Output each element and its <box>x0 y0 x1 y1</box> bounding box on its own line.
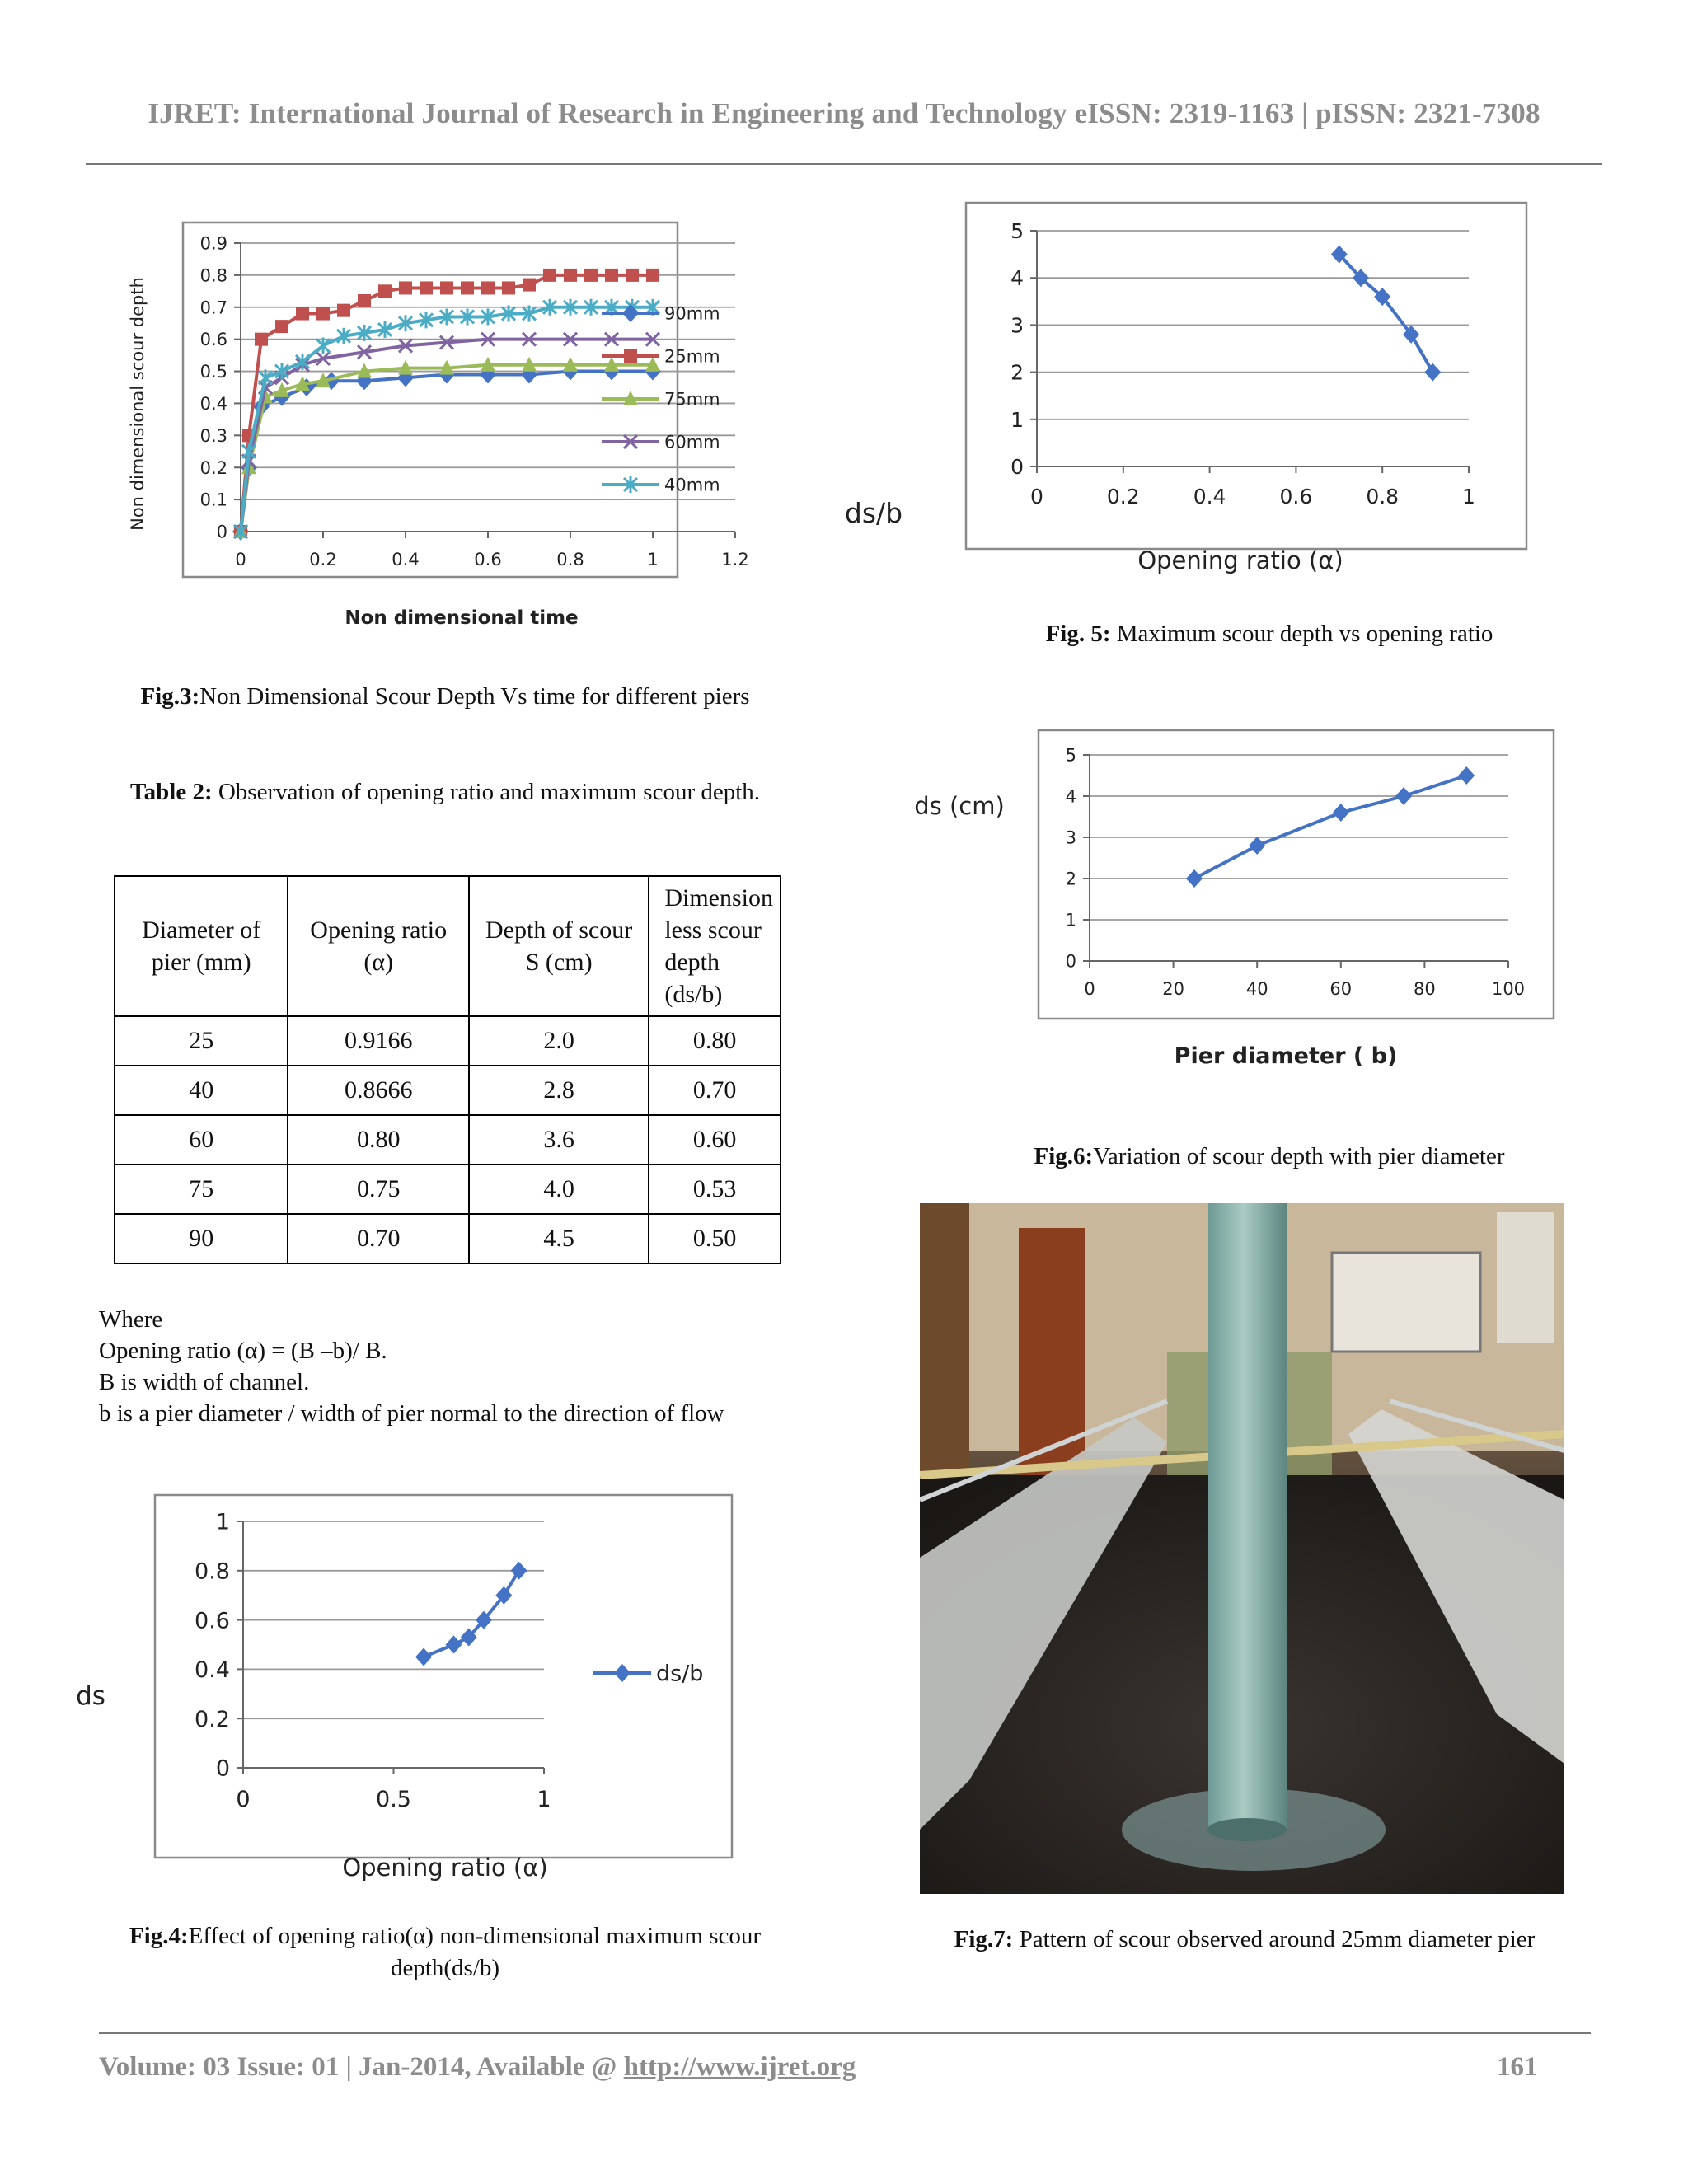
table-row <box>115 1214 781 1263</box>
y-tick-label: 0 <box>1065 951 1076 972</box>
legend-label: 90mm <box>664 303 720 324</box>
fig7-caption <box>898 1924 1591 1956</box>
x-tick-label: 0.5 <box>376 1787 411 1812</box>
table2-caption <box>115 776 775 808</box>
legend-label: 75mm <box>664 389 720 410</box>
table-cell: 60 <box>115 1115 288 1165</box>
y-tick-label: 0.2 <box>199 457 227 478</box>
data-point <box>358 294 371 307</box>
x-tick-label: 60 <box>1329 979 1353 999</box>
y-tick-label: 0.1 <box>199 490 227 510</box>
fig4-chart <box>66 1483 791 1896</box>
x-axis-label: Opening ratio (α) <box>1137 546 1343 574</box>
x-axis-label: Pier diameter ( b) <box>1174 1043 1398 1069</box>
footer-volume <box>99 2052 856 2083</box>
y-tick-label: 0.3 <box>199 425 227 446</box>
fig4-caption <box>115 1920 775 1985</box>
table-cell: 0.70 <box>288 1214 469 1263</box>
x-tick-label: 0 <box>1030 485 1043 509</box>
definition-line: B is width of channel. <box>99 1369 310 1395</box>
table-row <box>115 1066 781 1115</box>
fig5-chart <box>841 198 1517 593</box>
table-cell: 0.75 <box>288 1165 469 1214</box>
y-axis-label: ds <box>76 1681 106 1711</box>
y-tick-label: 0 <box>1010 455 1024 479</box>
journal-link[interactable]: http://www.ijret.org <box>623 2052 856 2082</box>
data-point <box>420 281 433 294</box>
legend-label: 60mm <box>664 432 720 452</box>
table-row <box>115 1016 781 1066</box>
x-tick-label: 40 <box>1245 979 1268 999</box>
y-tick-label: 0.6 <box>199 330 227 350</box>
table-cell: 3.6 <box>469 1115 649 1165</box>
table-cell: 4.0 <box>469 1165 649 1214</box>
table-cell: 0.60 <box>649 1115 781 1165</box>
y-tick-label: 0.9 <box>199 233 227 254</box>
x-tick-label: 1 <box>647 550 659 569</box>
data-point <box>481 281 495 294</box>
table2-caption-label: Table 2: <box>129 779 213 805</box>
x-tick-label: 20 <box>1162 979 1184 999</box>
table-header-row <box>115 876 781 1016</box>
data-point <box>461 281 474 294</box>
y-tick-label: 0.5 <box>199 362 227 382</box>
table-cell: 0.8666 <box>288 1066 469 1115</box>
y-tick-label: 5 <box>1010 219 1024 243</box>
y-tick-label: 0.4 <box>199 394 227 415</box>
table2-caption-text: Observation of opening ratio and maximum scour depth. <box>212 779 761 805</box>
x-tick-label: 0.2 <box>309 550 337 569</box>
photo-illustration <box>920 1203 1564 1894</box>
x-tick-label: 0.4 <box>392 550 420 569</box>
data-point <box>564 269 577 282</box>
x-tick-label: 1.2 <box>721 550 749 569</box>
y-tick-label: 0.8 <box>195 1558 230 1585</box>
data-point <box>399 281 412 294</box>
observation-table <box>114 875 781 1264</box>
y-tick-label: 0.4 <box>195 1657 230 1684</box>
chart-frame <box>966 203 1526 549</box>
x-tick-label: 0 <box>1084 979 1095 999</box>
y-tick-label: 0.2 <box>195 1706 230 1732</box>
table-cell: 75 <box>115 1165 288 1214</box>
x-tick-label: 80 <box>1414 979 1436 999</box>
y-tick-label: 0.8 <box>199 265 227 286</box>
y-axis-label: ds (cm) <box>914 792 1005 820</box>
data-point <box>296 307 309 321</box>
fig6-caption <box>907 1141 1632 1173</box>
y-tick-label: 1 <box>1065 910 1076 930</box>
definition-line: Where <box>99 1306 163 1333</box>
y-tick-label: 0.6 <box>195 1608 230 1634</box>
table-row <box>115 1115 781 1165</box>
table-header-scour-depth: Depth of scour S (cm) <box>469 876 649 1016</box>
fig3-chart <box>115 206 791 643</box>
definition-line: b is a pier diameter / width of pier normal to the direction of flow <box>99 1400 724 1427</box>
table-row <box>115 1165 781 1214</box>
definition-line: Opening ratio (α) = (B –b)/ B. <box>99 1338 387 1364</box>
fig7-caption-text: Pattern of scour observed around 25mm diameter pier <box>1013 1926 1536 1952</box>
x-tick-label: 100 <box>1491 979 1526 999</box>
x-tick-label: 0.8 <box>1366 485 1400 509</box>
x-tick-label: 0.8 <box>556 550 584 569</box>
fig6-caption-label: Fig.6: <box>1034 1143 1094 1169</box>
y-axis-label: ds/b <box>844 497 903 529</box>
y-tick-label: 4 <box>1010 266 1024 291</box>
data-point <box>316 307 330 321</box>
fig5-caption-label: Fig. 5: <box>1045 621 1111 647</box>
data-point <box>255 333 268 346</box>
data-point <box>605 269 618 282</box>
scour-pattern-photo <box>920 1203 1564 1894</box>
table-cell: 4.5 <box>469 1214 649 1263</box>
table-cell: 0.50 <box>649 1214 781 1263</box>
journal-header: IJRET: International Journal of Research in Engineering and Technology eISSN: 2319-1163 | pISSN: 2321-7308 <box>148 97 1540 129</box>
data-point <box>275 320 288 333</box>
y-tick-label: 2 <box>1065 869 1076 889</box>
footer-rule <box>99 2032 1591 2034</box>
data-point <box>523 279 536 292</box>
x-axis-label: Opening ratio (α) <box>342 1854 548 1882</box>
legend-label: 40mm <box>664 475 720 495</box>
table-cell: 2.8 <box>469 1066 649 1115</box>
table-cell: 90 <box>115 1214 288 1263</box>
x-tick-label: 1 <box>1462 485 1475 509</box>
data-point <box>646 269 659 282</box>
table-cell: 0.80 <box>288 1115 469 1165</box>
table-header-dimensionless: Dimension less scour depth (ds/b) <box>649 876 781 1016</box>
fig7-caption-label: Fig.7: <box>954 1926 1014 1952</box>
data-point <box>440 281 453 294</box>
x-tick-label: 0.6 <box>1279 485 1313 509</box>
chart-frame <box>1039 730 1554 1019</box>
table-header-opening-ratio: Opening ratio (α) <box>288 876 469 1016</box>
x-tick-label: 0.4 <box>1193 485 1226 509</box>
y-tick-label: 1 <box>1010 407 1024 432</box>
header-rule <box>86 163 1602 165</box>
legend-label: 25mm <box>664 346 720 367</box>
data-point <box>502 281 515 294</box>
table-cell: 0.70 <box>649 1066 781 1115</box>
fig4-caption-label: Fig.4: <box>129 1923 189 1949</box>
y-tick-label: 1 <box>215 1509 230 1535</box>
fig6-caption-text: Variation of scour depth with pier diameter <box>1093 1143 1505 1169</box>
x-tick-label: 0 <box>236 1787 251 1812</box>
y-tick-label: 5 <box>1065 745 1076 766</box>
y-tick-label: 0.7 <box>199 298 227 318</box>
table-cell: 0.80 <box>649 1016 781 1066</box>
table-cell: 0.9166 <box>288 1016 469 1066</box>
footer-volume-text: Volume: 03 Issue: 01 | Jan-2014, Available @ <box>99 2052 624 2082</box>
y-tick-label: 0 <box>216 522 227 542</box>
table-header-diameter: Diameter of pier (mm) <box>115 876 288 1016</box>
data-point <box>626 269 639 282</box>
legend-marker <box>624 349 637 363</box>
x-tick-label: 0 <box>235 550 246 569</box>
fig5-caption <box>907 618 1632 650</box>
data-point <box>543 269 556 282</box>
fig3-caption <box>115 681 775 713</box>
x-tick-label: 1 <box>537 1787 551 1812</box>
data-point <box>337 304 350 317</box>
data-point <box>584 269 598 282</box>
fig5-caption-text: Maximum scour depth vs opening ratio <box>1110 621 1493 647</box>
table-cell: 0.53 <box>649 1165 781 1214</box>
table-cell: 25 <box>115 1016 288 1066</box>
x-axis-label: Non dimensional time <box>345 607 579 629</box>
definitions-block <box>99 1304 791 1429</box>
fig4-caption-text: Effect of opening ratio(α) non-dimensional maximum scour depth(ds/b) <box>188 1923 762 1981</box>
y-tick-label: 3 <box>1010 313 1024 338</box>
y-axis-label: Non dimensional scour depth <box>128 277 148 531</box>
page-number: 161 <box>1497 2052 1538 2082</box>
x-tick-label: 0.2 <box>1106 485 1140 509</box>
legend-label: ds/b <box>656 1661 704 1687</box>
y-tick-label: 0 <box>215 1755 230 1782</box>
y-tick-label: 3 <box>1065 827 1076 848</box>
data-point <box>378 284 392 298</box>
x-tick-label: 0.6 <box>474 550 502 569</box>
y-tick-label: 4 <box>1065 786 1076 807</box>
fig3-caption-label: Fig.3: <box>140 683 200 710</box>
table-cell: 40 <box>115 1066 288 1115</box>
fig6-chart <box>907 725 1566 1088</box>
table-cell: 2.0 <box>469 1016 649 1066</box>
y-tick-label: 2 <box>1010 360 1024 385</box>
fig3-caption-text: Non Dimensional Scour Depth Vs time for different piers <box>199 683 750 710</box>
